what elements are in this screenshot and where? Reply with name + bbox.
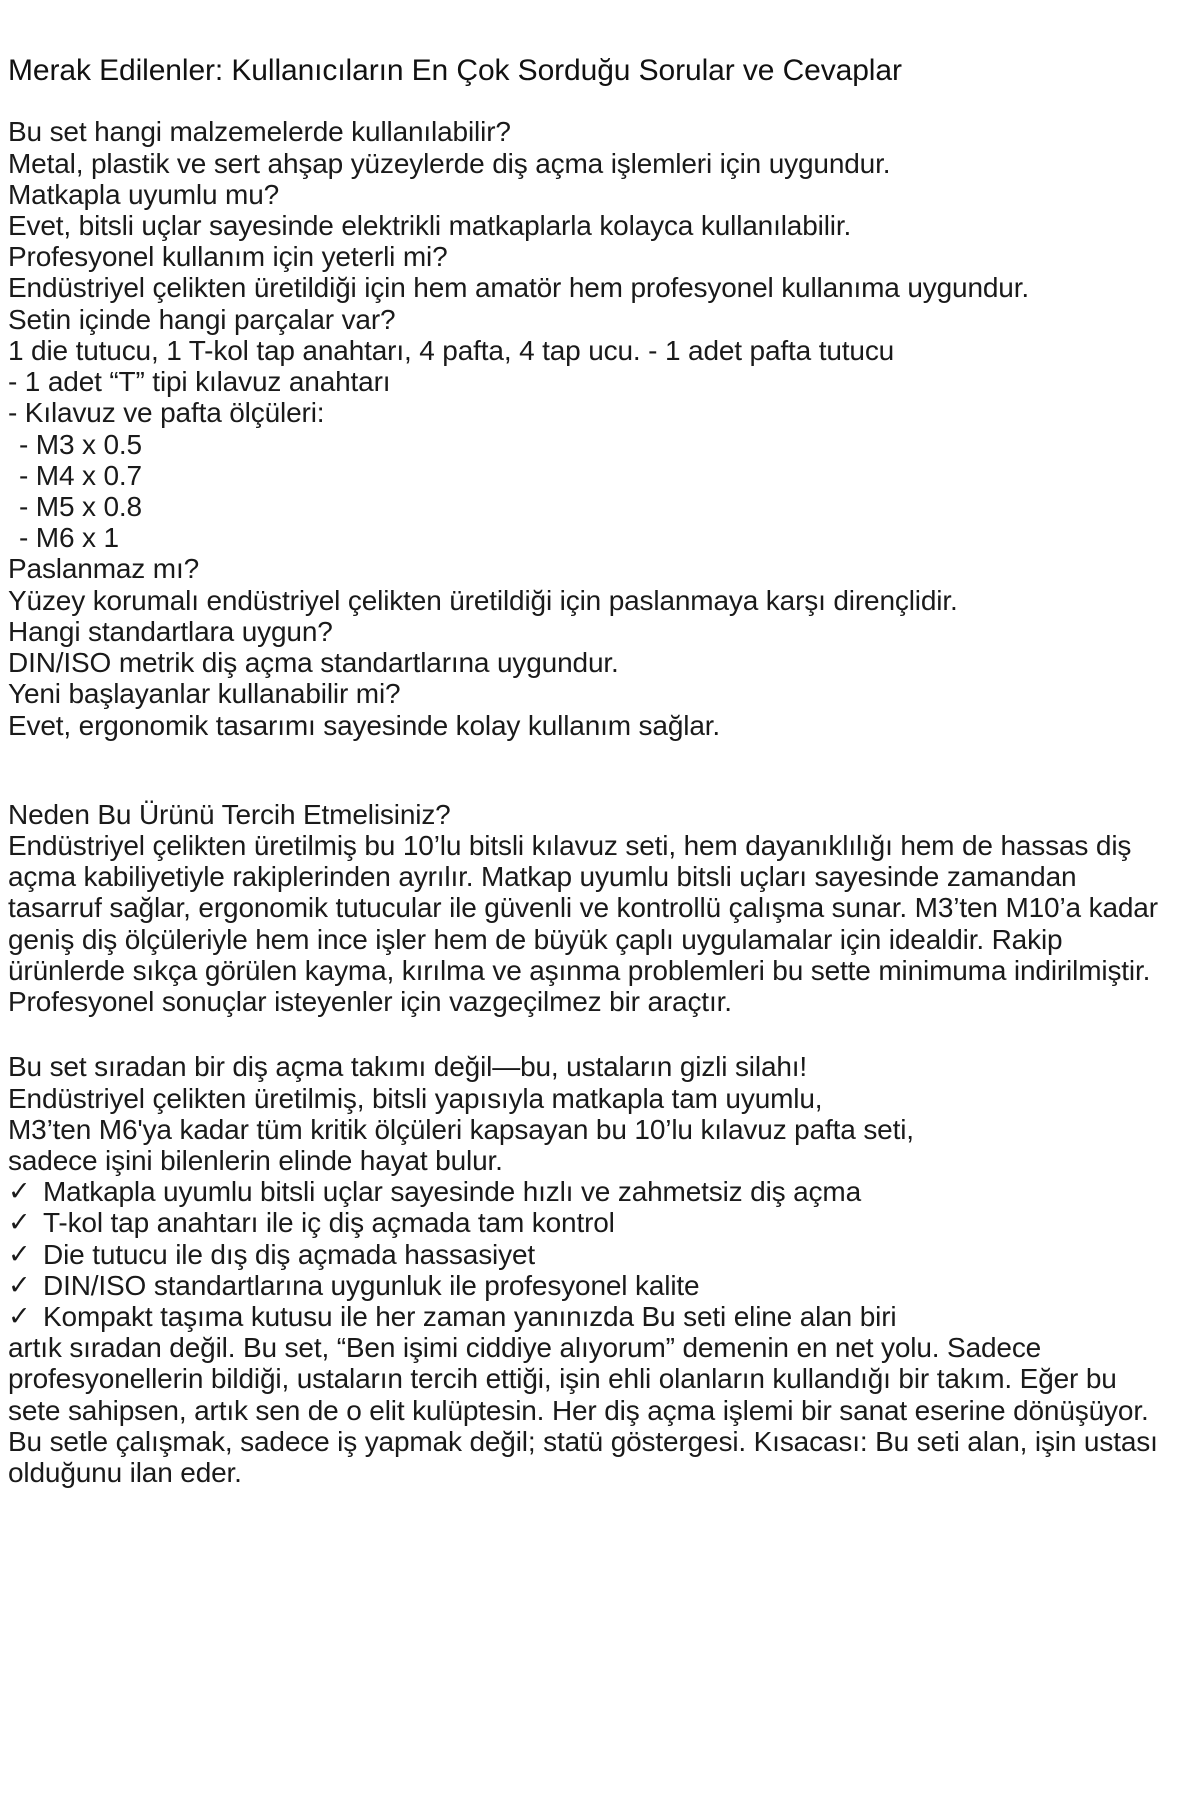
faq-answer: Metal, plastik ve sert ahşap yüzeylerde diş açma işlemleri için uygundur. <box>8 147 891 179</box>
faq-question: Profesyonel kullanım için yeterli mi? <box>8 241 448 273</box>
pitch-lead-line: Bu set sıradan bir diş açma takımı değil—bu, ustaların gizli silahı! <box>8 1051 808 1083</box>
faq-section <box>8 116 1172 366</box>
faq-question: Hangi standartlara uygun? <box>8 615 333 647</box>
faq-answer: 1 die tutucu, 1 T-kol tap anahtarı, 4 pafta, 4 tap ucu. - 1 adet pafta tutucu <box>8 334 895 366</box>
faq-question: Bu set hangi malzemelerde kullanılabilir? <box>8 116 511 148</box>
check-mark-icon: ✓ <box>8 1301 31 1332</box>
pitch-lead-line: M3’ten M6'ya kadar tüm kritik ölçüleri kapsayan bu 10’lu kılavuz pafta seti, <box>8 1113 914 1145</box>
parts-list-item: - M3 x 0.5 <box>19 428 142 460</box>
list-item <box>8 1207 1172 1238</box>
faq-answer: Endüstriyel çelikten üretildiği için hem amatör hem profesyonel kullanıma uygundur. <box>8 272 1029 304</box>
check-mark-icon: ✓ <box>8 1238 31 1269</box>
parts-list-item: - M5 x 0.8 <box>19 491 142 523</box>
feature-label: Matkapla uyumlu bitsli uçlar sayesinde hızlı ve zahmetsiz diş açma <box>43 1176 862 1208</box>
faq-answer: Evet, bitsli uçlar sayesinde elektrikli matkaplarla kolayca kullanılabilir. <box>8 210 852 242</box>
list-item <box>8 1301 1172 1332</box>
faq-answer: Yüzey korumalı endüstriyel çelikten üretildiği için paslanmaya karşı dirençlidir. <box>8 584 958 616</box>
parts-list-item: - Kılavuz ve pafta ölçüleri: <box>8 397 325 429</box>
faq-section-continued <box>8 553 1172 740</box>
why-choose-body: Endüstriyel çelikten üretilmiş bu 10’lu bitsli kılavuz seti, hem dayanıklılığı hem de hassas diş açma kabiliyetiyle rakiplerinden ayrılır. Matkap uyumlu bitsli uçları sayesinde zamandan tasarruf sağlar, ergonomik tutucular ile güvenli ve kontrollü çalışma sunar. M3’ten M10’a kadar geniş diş ölçüleriyle hem ince işler hem de büyük çaplı uygulamalar için idealdir. Rakip ürünlerde sıkça görülen kayma, kırılma ve aşınma problemleri bu sette minimuma indirilmiştir. Profesyonel sonuçlar isteyenler için vazgeçilmez bir araçtır. <box>8 829 1158 1018</box>
pitch-lead-line: Endüstriyel çelikten üretilmiş, bitsli yapısıyla matkapla tam uyumlu, <box>8 1082 823 1114</box>
why-choose-heading: Neden Bu Ürünü Tercih Etmelisiniz? <box>8 798 451 830</box>
list-item <box>8 1270 1172 1301</box>
check-mark-icon: ✓ <box>8 1176 31 1207</box>
pitch-section <box>8 1051 1172 1488</box>
check-mark-icon: ✓ <box>8 1269 31 1300</box>
feature-check-list <box>8 1176 1172 1332</box>
faq-question: Yeni başlayanlar kullanabilir mi? <box>8 678 401 710</box>
list-item <box>8 1239 1172 1270</box>
faq-question: Paslanmaz mı? <box>8 553 200 585</box>
page-title: Merak Edilenler: Kullanıcıların En Çok Sorduğu Sorular ve Cevaplar <box>8 54 902 87</box>
faq-answer: DIN/ISO metrik diş açma standartlarına uygundur. <box>8 647 619 679</box>
parts-list-item: - M6 x 1 <box>19 522 119 554</box>
check-mark-icon: ✓ <box>8 1207 31 1238</box>
faq-question: Matkapla uyumlu mu? <box>8 178 280 210</box>
parts-list-item: - 1 adet “T” tipi kılavuz anahtarı <box>8 366 391 398</box>
feature-label: T-kol tap anahtarı ile iç diş açmada tam kontrol <box>43 1207 615 1239</box>
why-choose-section <box>8 799 1172 1018</box>
pitch-lead-line: sadece işini bilenlerin elinde hayat bulur. <box>8 1144 503 1176</box>
faq-question: Setin içinde hangi parçalar var? <box>8 303 396 335</box>
faq-answer: Evet, ergonomik tasarımı sayesinde kolay kullanım sağlar. <box>8 709 720 741</box>
feature-label: Die tutucu ile dış diş açmada hassasiyet <box>43 1238 536 1270</box>
list-item <box>8 1176 1172 1207</box>
parts-list-item: - M4 x 0.7 <box>19 459 142 491</box>
pitch-closing-paragraph: artık sıradan değil. Bu set, “Ben işimi ciddiye alıyorum” demenin en net yolu. Sadece profesyonellerin bildiği, ustaların tercih ettiği, işin ehli olanların kullandığı bir takım. Eğer bu sete sahipsen, artık sen de o elit kulüptesin. Her diş açma işlemi bir sanat eserine dönüşüyor. Bu setle çalışmak, sadece iş yapmak değil; statü göstergesi. Kısacası: Bu seti alan, işin ustası olduğunu ilan eder. <box>8 1332 1158 1489</box>
section-spacer <box>8 741 1172 799</box>
section-spacer <box>8 1017 1172 1051</box>
parts-list <box>8 366 1172 553</box>
feature-label: DIN/ISO standartlarına uygunluk ile profesyonel kalite <box>43 1269 700 1301</box>
feature-label: Kompakt taşıma kutusu ile her zaman yanınızda Bu seti eline alan biri <box>43 1301 897 1333</box>
